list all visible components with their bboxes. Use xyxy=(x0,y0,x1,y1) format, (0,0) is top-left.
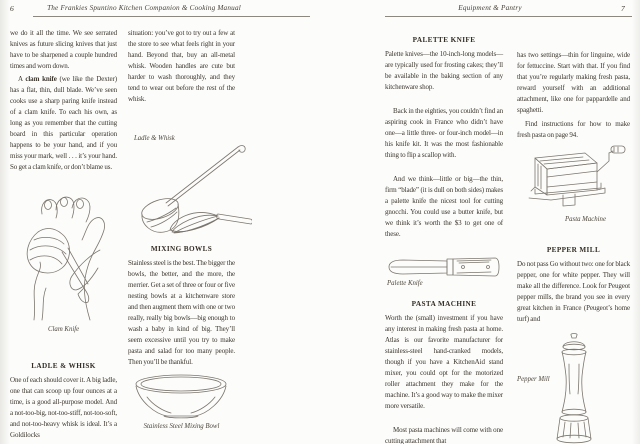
paragraph: One of each should cover it. A big ladle, one that can scoop up four ounces at a time, is a good all-purpose model. And a not-too-big, not-too-stiff, not-too-soft, and not-too-heavy whisk is ideal. It’s a Goldilocks xyxy=(10,376,117,439)
running-title-right: Equipment & Pantry xyxy=(458,4,522,12)
paragraph: Worth the (small) investment if you have any interest in making fresh pasta at home. Atlas is our favorite manufacturer for stainless-steel hand-cranked models, though if you have a KitchenAid stand mixer, you could opt for the motorized roller attachment they make for the machine. It’s a good way to make the mixer more versatile. xyxy=(385,314,503,410)
ladle-whisk-illustration xyxy=(130,115,252,235)
page-number-left: 6 xyxy=(10,4,14,13)
pasta-machine-illustration xyxy=(517,142,627,214)
text-run: (we like the Dexter) has a flat, thin, dull blade. We’ve seen cooks use a sharp paring knife instead of a clam knife. To each his own, as long as you remember that the cutting board in this particular operation happens to be your hand, and if you miss your mark, well . . . it’s your hand. So get a clam knife, or don’t blame us. xyxy=(10,75,117,171)
pepper-mill-illustration xyxy=(549,332,599,444)
left-page-column-2 xyxy=(128,28,235,444)
paragraph: And we think—little or big—the thin, firm “blade” (it is dull on both sides) makes a palette knife the nicest tool for cutting gnocchi. You could use a butter knife, but we think it’s worth the $3 to get one of these. xyxy=(385,175,503,238)
illustration-caption-pasta-machine: Pasta Machine xyxy=(565,216,606,223)
illustration-caption-pepper-mill: Pepper Mill xyxy=(517,376,550,383)
section-heading-pasta-machine: PASTA MACHINE xyxy=(411,300,477,308)
illustration-caption-clam-knife: Clam Knife xyxy=(48,326,80,333)
paragraph: we do it all the time. We see serrated knives as future slicing knives that just have to be sharpened a couple hundred times and worn down. xyxy=(10,29,117,70)
section-heading-ladle-whisk: LADLE & WHISK xyxy=(31,362,96,370)
illustration-caption-mixing-bowl: Stainless Steel Mixing Bowl xyxy=(143,423,220,430)
section-heading-palette-knife: PALETTE KNIFE xyxy=(412,36,476,44)
clam-knife-illustration xyxy=(12,192,114,322)
illustration-caption-palette-knife: Palette Knife xyxy=(387,280,423,287)
text-run: A xyxy=(18,75,26,83)
bold-term-clam-knife: clam knife xyxy=(25,75,57,83)
mixing-bowl-illustration xyxy=(133,373,229,421)
running-title-left: The Frankies Spuntino Kitchen Companion & Cooking Manual xyxy=(47,4,241,12)
header-rule-right xyxy=(385,16,632,17)
paragraph: has two settings—thin for linguine, wide for fettuccine. Start with that. If you find that you’re regularly making fresh pasta, reward yourself with an additional attachment, like one for pappardelle and spaghetti. xyxy=(517,51,630,114)
page-number-right: 7 xyxy=(621,4,625,13)
paragraph-clam-knife xyxy=(10,74,117,173)
paragraph: Do not pass Go without two: one for black pepper, one for white pepper. They will make all the difference. Look for Peugeot pepper mills, the brand you see in every great kitchen in France (Peugeot’s home turf) and xyxy=(517,260,630,323)
paragraph: Stainless steel is the best. The bigger the bowls, the better, and the more, the merrier. Get a set of three or four or five nesting bowls at a kitchenware store and then augment them with one or two really, really big bowls—big enough to wash a baby in kind of big. They’ll seem excessive until you try to make pasta and salad for too many people. Then you’ll be thankful. xyxy=(128,259,236,366)
right-page-column-2 xyxy=(517,28,630,444)
header-rule-left xyxy=(33,16,310,17)
section-heading-mixing-bowls: MIXING BOWLS xyxy=(150,245,213,253)
paragraph: Most pasta machines will come with one cutting attachment that xyxy=(385,426,503,444)
paragraph: Back in the eighties, you couldn’t find an aspiring cook in France who didn’t have one—a little three- or four-inch model—in his knife kit. It was the most fashionable thing to flip a scallop with. xyxy=(385,107,503,159)
paragraph: situation: you’ve got to try out a few at the store to see what feels right in your hand. Beyond that, buy an all-metal whisk. Wooden handles are cute but harder to wash thoroughly, and they tend to wear out before the rest of the whisk. xyxy=(128,29,235,103)
paragraph: Palette knives—the 10-inch-long models—are typically used for frosting cakes; they’ll be available in the baking section of any kitchenware shop. xyxy=(385,50,503,91)
paragraph: Find instructions for how to make fresh pasta on page 94. xyxy=(517,120,630,139)
illustration-caption-ladle-whisk: Ladle & Whisk xyxy=(134,135,175,142)
left-page-column-1 xyxy=(10,28,117,444)
section-heading-pepper-mill: PEPPER MILL xyxy=(546,246,601,254)
palette-knife-illustration xyxy=(385,255,501,279)
right-page-column-1 xyxy=(385,28,503,444)
